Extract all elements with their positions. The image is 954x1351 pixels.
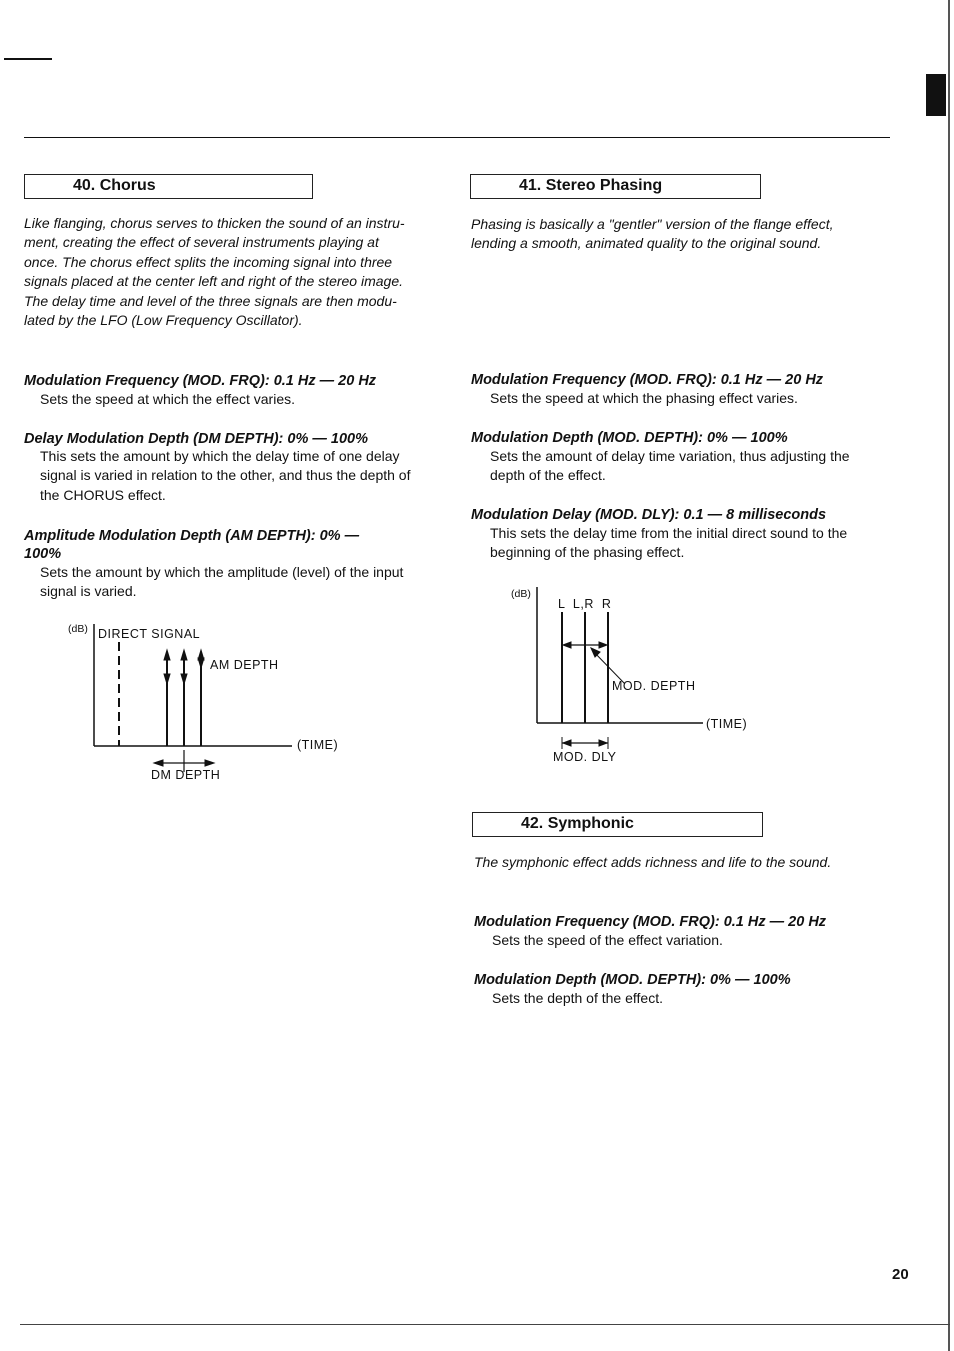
mod-depth-arrow-right-icon [599, 642, 607, 648]
param-body-line: Sets the amount by which the amplitude (level) of the input [40, 564, 404, 580]
chorus-direct-signal-label: DIRECT SIGNAL [98, 627, 201, 641]
param-body-line: beginning of the phasing effect. [490, 544, 685, 561]
chorus-intro-line: ment, creating the effect of several instruments playing at [24, 234, 379, 251]
symphonic-title-box [472, 812, 763, 837]
symphonic-mod-frq-body [492, 931, 723, 950]
phasing-channel-labels: L L,R R [558, 597, 612, 611]
mod-depth-pointer-head-icon [591, 648, 600, 657]
symphonic-mod-depth-heading: Modulation Depth (MOD. DEPTH): 0% — 100% [474, 972, 791, 988]
stereo-phasing-title: 41. Stereo Phasing [519, 177, 663, 194]
param-body-line: Sets the depth of the effect. [492, 990, 663, 1006]
param-body-line: depth of the effect. [490, 467, 606, 484]
mod-dly-arrow-right-icon [599, 740, 607, 746]
symphonic-mod-depth-body [492, 989, 663, 1008]
chorus-intro-line: signals placed at the center left and right of the stereo image. [24, 273, 404, 290]
chorus-mod-frq-heading: Modulation Frequency (MOD. FRQ): 0.1 Hz — 20 Hz [24, 373, 377, 389]
symphonic-mod-frq-heading: Modulation Frequency (MOD. FRQ): 0.1 Hz — 20 Hz [474, 914, 827, 930]
param-body-line: Sets the speed at which the phasing effect varies. [490, 390, 798, 406]
param-body-line: signal is varied. [40, 583, 137, 600]
phasing-mod-frq-heading: Modulation Frequency (MOD. FRQ): 0.1 Hz — 20 Hz [471, 372, 824, 388]
phasing-mod-depth-label: MOD. DEPTH [612, 679, 696, 693]
chorus-time-label: (TIME) [297, 738, 339, 752]
stereo-phasing-intro-line: lending a smooth, animated quality to the original sound. [471, 235, 822, 252]
chorus-dm-depth-heading: Delay Modulation Depth (DM DEPTH): 0% — 100% [24, 431, 369, 447]
chorus-title: 40. Chorus [73, 177, 156, 194]
param-body-line: signal is varied in relation to the other, and thus the depth of [40, 467, 411, 484]
param-body-line: This sets the delay time from the initial direct sound to the [490, 525, 848, 541]
param-body-line: the CHORUS effect. [40, 486, 166, 503]
param-body-line: Sets the speed of the effect variation. [492, 932, 723, 948]
chorus-intro-line: The delay time and level of the three signals are then modu- [24, 292, 397, 309]
stereo-phasing-intro-line: Phasing is basically a "gentler" version of the flange effect, [471, 216, 834, 232]
chorus-intro-line: once. The chorus effect splits the incoming signal into three [24, 253, 393, 270]
phasing-mod-dly-label: MOD. DLY [553, 750, 617, 764]
symphonic-intro [474, 853, 894, 872]
heading-line: 100% [24, 546, 62, 562]
phasing-db-label: (dB) [511, 588, 531, 600]
chorus-intro-line: lated by the LFO (Low Frequency Oscillator). [24, 312, 303, 329]
param-body-line: Sets the speed at which the effect varies. [40, 391, 296, 407]
mod-dly-arrow-left-icon [563, 740, 571, 746]
chorus-intro-line: Like flanging, chorus serves to thicken the sound of an instru- [24, 215, 405, 231]
chorus-am-depth-label: AM DEPTH [210, 658, 279, 672]
param-body-line: This sets the amount by which the delay time of one delay [40, 448, 400, 464]
chorus-db-label: (dB) [68, 623, 88, 635]
phasing-time-label: (TIME) [706, 717, 748, 731]
symphonic-intro-line: The symphonic effect adds richness and life to the sound. [474, 854, 832, 870]
phasing-mod-depth-heading: Modulation Depth (MOD. DEPTH): 0% — 100% [471, 430, 788, 446]
chorus-dm-depth-label: DM DEPTH [151, 768, 221, 782]
mod-depth-arrow-left-icon [563, 642, 571, 648]
phasing-mod-dly-heading: Modulation Delay (MOD. DLY): 0.1 — 8 milliseconds [471, 507, 827, 523]
page-number: 20 [892, 1266, 909, 1283]
param-body-line: Sets the amount of delay time variation, thus adjusting the [490, 448, 850, 464]
symphonic-title: 42. Symphonic [521, 815, 634, 832]
heading-line: Amplitude Modulation Depth (AM DEPTH): 0% — [24, 528, 360, 544]
